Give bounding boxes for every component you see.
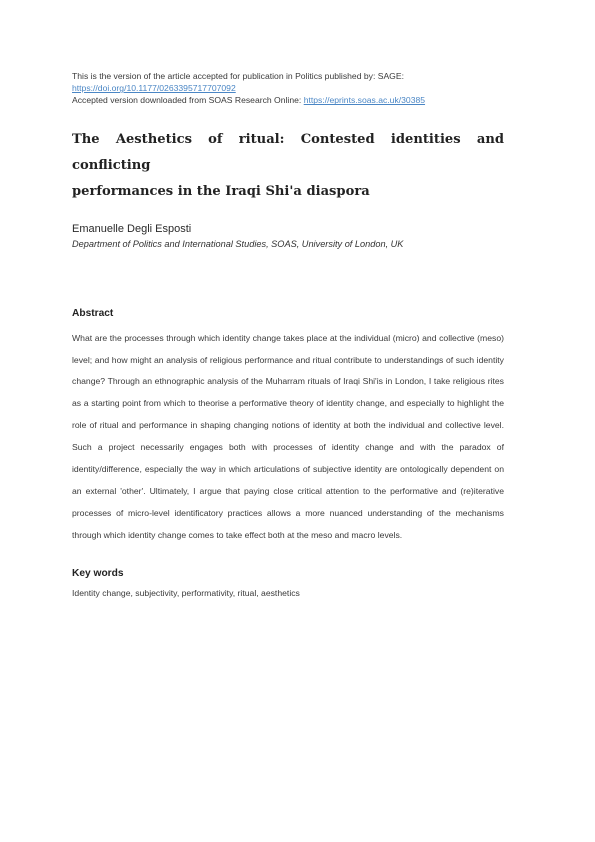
abstract-text: What are the processes through which identity change takes place at the individual (micro) and collective (meso) level; and how might an analysis of religious performance and ritual contribute to understandings of such identity change? Through an ethnographic analysis of the Muharram rituals of Iraqi Shi'is in London, I take religious rites as a starting point from which to theorise a performative theory of identity change, and especially to highlight the role of ritual and performance in shaping changing notions of identity at both the individual and collective level. Such a project necessarily engages both with processes of identity change and with the paradox of identity/difference, especially the way in which articulations of subjective identity are ontologically dependent on an external 'other'. Ultimately, I argue that paying close critical attention to the performative and (re)iterative processes of micro-level identificatory practices allows a more nuanced understanding of the mechanisms through which identity change comes to take effect both at the meso and macro levels.: [72, 332, 504, 540]
accepted-version-line: [72, 94, 504, 106]
title-line-2: performances in the Iraqi Shi'a diaspora: [72, 183, 370, 199]
doi-link[interactable]: https://doi.org/10.1177/0263395717707092: [72, 83, 236, 94]
article-title: [72, 127, 504, 205]
abstract-heading: Abstract: [72, 307, 114, 319]
keywords-heading: Key words: [72, 567, 124, 579]
author-affiliation: Department of Politics and International Studies, SOAS, University of London, UK: [72, 238, 404, 249]
paper-page: [72, 70, 504, 599]
publication-notice: [72, 70, 504, 107]
keywords-text: Identity change, subjectivity, performativity, ritual, aesthetics: [72, 587, 300, 598]
title-line-1: The Aesthetics of ritual: Contested identities and conflicting: [72, 131, 504, 173]
accepted-version-label: Accepted version downloaded from SOAS Research Online:: [72, 95, 304, 106]
publication-statement: This is the version of the article accepted for publication in Politics published by: SAGE:: [72, 71, 404, 81]
author-name: Emanuelle Degli Esposti: [72, 222, 192, 235]
eprints-link[interactable]: https://eprints.soas.ac.uk/30385: [303, 95, 426, 106]
